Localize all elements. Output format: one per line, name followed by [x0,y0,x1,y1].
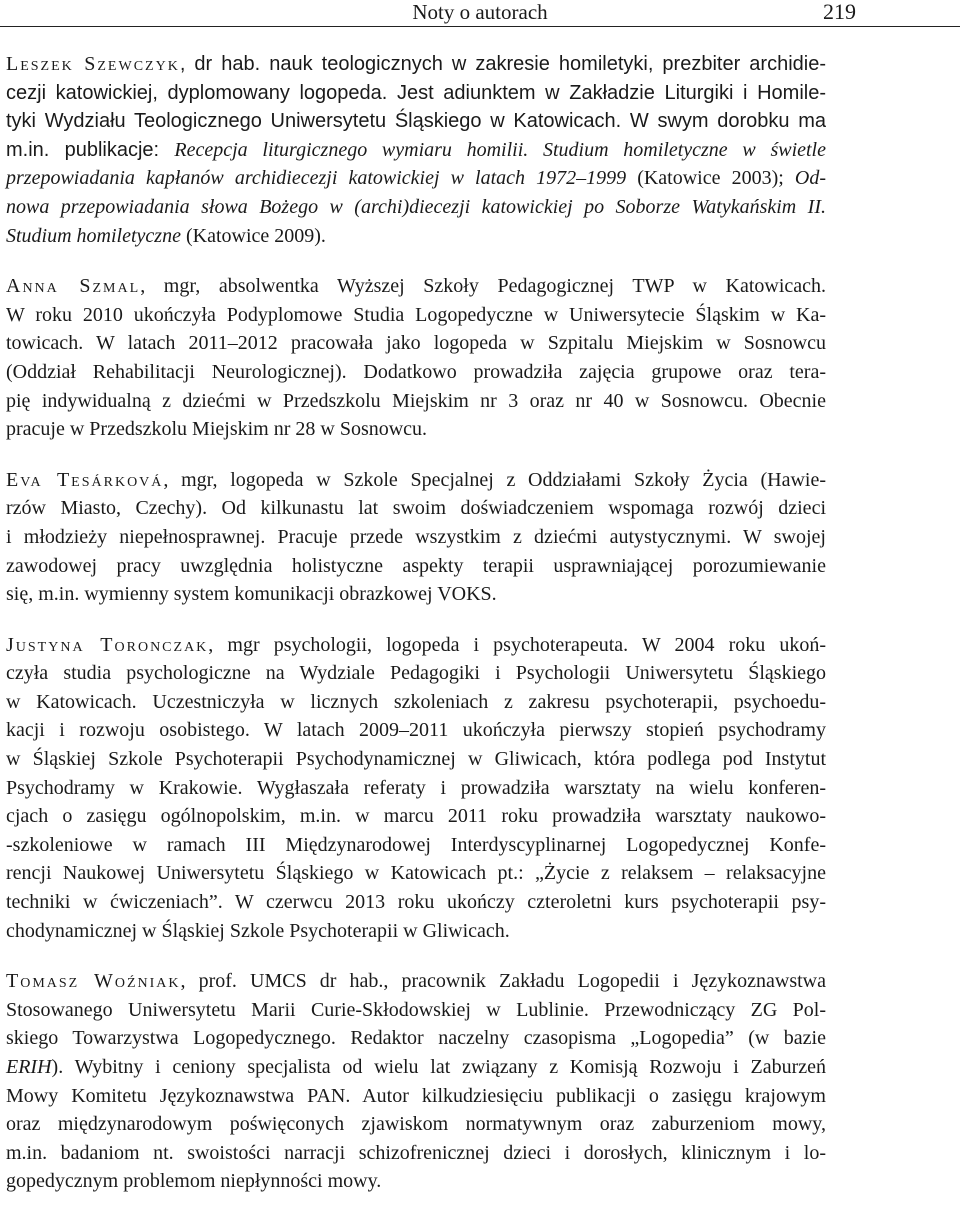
bio-text: pię indywidualną z dziećmi w Przedszkolu Miejskim nr 3 oraz nr 40 w Sosnowcu. Obecnie [6,389,826,412]
author-name: Tomasz Woźniak [6,970,181,993]
bio-line [6,79,826,108]
bio-text: Od- [794,167,826,190]
bio-text: Stosowanego Uniwersytetu Marii Curie-Skłodowskiej w Lublinie. Przewodniczący ZG Pol- [6,998,826,1021]
bio-line [6,523,826,552]
author-bio [6,272,826,444]
bio-line [6,831,826,860]
bio-text: ERIH [6,1056,52,1078]
bio-line [6,688,826,717]
bio-line [6,272,826,301]
bio-line [6,716,826,745]
bio-line [6,888,826,917]
bio-line [6,552,826,581]
running-header [0,0,960,27]
bio-text: w Śląskiej Szkole Psychoterapii Psychodynamicznej w Gliwicach, która podlega pod Instytut [6,748,826,771]
bio-line [6,859,826,888]
bio-text: W roku 2010 ukończyła Podyplomowe Studia Logopedyczne w Uniwersytecie Śląskim w Ka- [6,303,826,326]
bio-text: Recepcja liturgicznego wymiaru homilii. Studium homiletyczne w świetle [174,138,826,161]
bio-text: rzów Miasto, Czechy). Od kilkunastu lat swoim doświadczeniem wspomaga rozwój dzieci [6,497,826,520]
bio-line [6,1167,826,1196]
author-bio [6,631,826,946]
bio-line [6,631,826,660]
bio-line [6,415,826,444]
bio-text: , mgr, absolwentka Wyższej Szkoły Pedagogicznej TWP w Katowicach. [140,275,827,298]
bio-line [6,387,826,416]
bio-line [6,301,826,330]
bio-line [6,193,826,222]
bio-line [6,1110,826,1139]
bio-line [6,107,826,136]
bio-line [6,774,826,803]
bio-text: (Oddział Rehabilitacji Neurologicznej). Dodatkowo prowadziła zajęcia grupowe oraz tera- [6,360,826,383]
bio-line [6,917,826,946]
bio-line [6,494,826,523]
bio-text: , prof. UMCS dr hab., pracownik Zakładu Logopedii i Językoznawstwa [180,970,826,993]
author-name: Eva Tesárková [6,468,164,491]
bio-text: (Katowice 2003); [626,167,795,190]
bio-line [6,802,826,831]
bio-line [6,466,826,495]
bio-text: skiego Towarzystwa Logopedycznego. Redaktor naczelny czasopisma „Logopedia” (w bazie [6,1027,826,1050]
bio-text: rencji Naukowej Uniwersytetu Śląskiego w Katowicach pt.: „Życie z relaksem – relaksacyjne [6,862,826,885]
bio-line [6,50,826,79]
bio-text: kacji i rozwoju osobistego. W latach 2009–2011 ukończyła pierwszy stopień psychodramy [6,719,826,742]
bio-line [6,222,826,251]
author-bio [6,466,826,609]
author-name: Anna Szmal [6,275,141,298]
bio-line [6,967,826,996]
page-number: 219 [823,0,856,24]
bio-text: Mowy Komitetu Językoznawstwa PAN. Autor kilkudziesięciu publikacji o zasięgu krajowym [6,1084,826,1107]
bio-line [6,1139,826,1168]
bio-text: chodynamicznej w Śląskiej Szkole Psychoterapii w Gliwicach. [6,919,510,942]
bio-text: przepowiadania kapłanów archidiecezji katowickiej w latach 1972–1999 [6,167,627,190]
bio-text: gopedycznym problemom niepłynności mowy. [6,1170,382,1193]
bio-text: cjach o zasięgu ogólnopolskim, m.in. w marcu 2011 roku prowadziła warsztaty naukowo- [6,805,826,828]
bio-line [6,996,826,1025]
bio-text: i młodzieży niepełnosprawnej. Pracuje przede wszystkim z dziećmi autystycznymi. W swojej [6,525,826,548]
bio-line [6,659,826,688]
bio-text: (Katowice 2009). [180,224,326,247]
bio-text: ). Wybitny i ceniony specjalista od wielu lat związany z Komisją Rozwoju i Zaburzeń [51,1056,826,1078]
bio-text: techniki w ćwiczeniach”. W czerwcu 2013 roku ukończy czteroletni kurs psychoterapii psy- [6,891,826,914]
bio-line [6,580,826,609]
bio-text: Studium homiletyczne [6,224,181,247]
bio-text: towicach. W latach 2011–2012 pracowała jako logopeda w Szpitalu Miejskim w Sosnowcu [6,332,826,355]
bio-text: m.in. badaniom nt. swoistości narracji schizofrenicznej dzieci i dorosłych, klinicznym i lo- [6,1141,826,1164]
author-name: Leszek Szewczyk [6,53,180,75]
bio-text: cezji katowickiej, dyplomowany logopeda. Jest adiunktem w Zakładzie Liturgiki i Homile- [6,81,826,104]
author-notes-body [6,50,826,1218]
bio-text: nowa przepowiadania słowa Bożego w (archi)diecezji katowickiej po Soborze Watykańskim II. [6,195,826,218]
bio-line [6,1053,826,1082]
bio-line [6,164,826,193]
bio-text: w Katowicach. Uczestniczyła w licznych szkoleniach z zakresu psychoterapii, psychoedu- [6,690,826,713]
running-title: Noty o autorach [412,0,548,24]
bio-text: -szkoleniowe w ramach III Międzynarodowej Interdyscyplinarnej Logopedycznej Konfe- [6,833,826,856]
bio-line [6,1082,826,1111]
bio-text: , dr hab. nauk teologicznych w zakresie homiletyki, prezbiter archidie- [179,53,826,75]
author-bio [6,50,826,250]
bio-text: m.in. publikacje: [6,138,175,161]
bio-text: Psychodramy w Krakowie. Wygłaszała referaty i prowadziła warsztaty na wielu konferen- [6,776,826,799]
bio-text: , mgr psychologii, logopeda i psychoterapeuta. W 2004 roku ukoń- [208,633,826,656]
author-name: Justyna Toronczak [6,633,209,656]
bio-text: zawodowej pracy uwzględnia holistyczne aspekty terapii usprawniającej porozumiewanie [6,554,826,577]
author-bio [6,967,826,1196]
bio-text: czyła studia psychologiczne na Wydziale Pedagogiki i Psychologii Uniwersytetu Śląskiego [6,662,826,685]
bio-text: oraz międzynarodowym poświęconych zjawiskom normatywnym oraz zaburzeniom mowy, [6,1113,826,1136]
bio-line [6,136,826,165]
bio-text: się, m.in. wymienny system komunikacji obrazkowej VOKS. [6,583,497,606]
bio-line [6,329,826,358]
bio-line [6,745,826,774]
bio-text: pracuje w Przedszkolu Miejskim nr 28 w Sosnowcu. [6,418,428,441]
bio-text: tyki Wydziału Teologicznego Uniwersytetu Śląskiego w Katowicach. W swym dorobku ma [6,110,826,133]
bio-line [6,358,826,387]
bio-line [6,1024,826,1053]
bio-text: , mgr, logopeda w Szkole Specjalnej z Oddziałami Szkoły Życia (Hawie- [163,468,826,491]
